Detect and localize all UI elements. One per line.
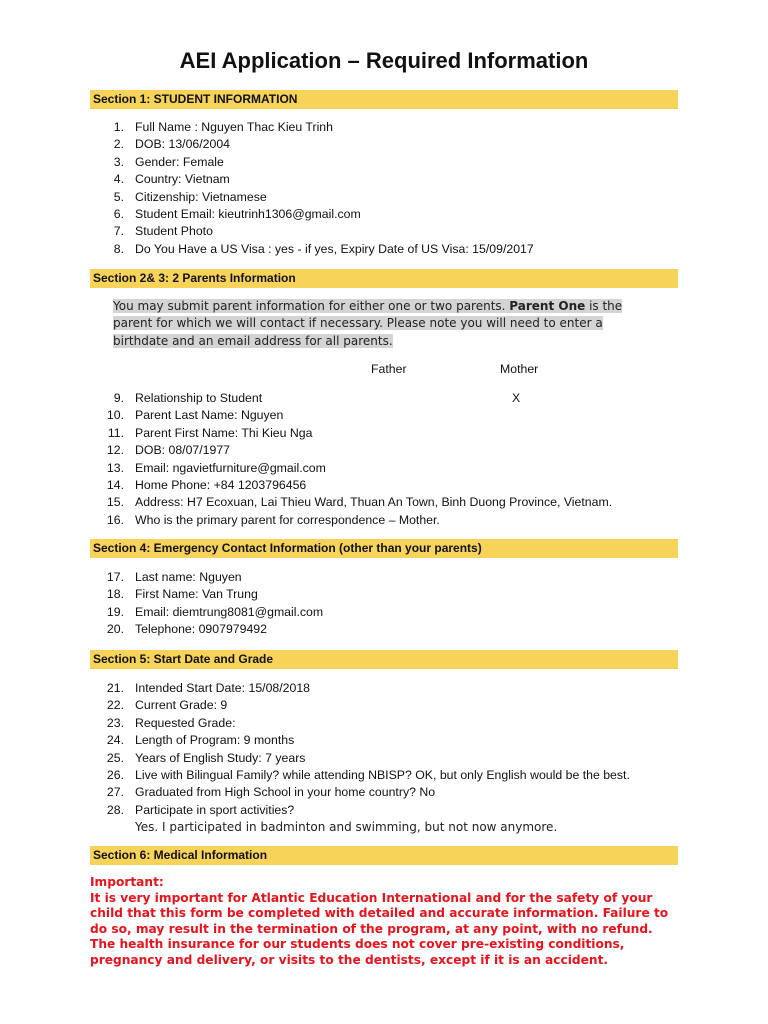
sport-answer: Yes. I participated in badminton and swimming, but not now anymore. [135,820,558,835]
list-item: 22. Current Grade: 9 [106,698,228,713]
list-item: 20. Telephone: 0907979492 [106,622,267,637]
list-item: 3. Gender: Female [113,154,224,169]
section-6-header: Section 6: Medical Information [90,846,678,865]
list-item: 18. First Name: Van Trung [106,587,258,602]
parents-intro-text: You may submit parent information for either one or two parents. Parent One is the parent for which we will contact if necessary. Please note you will need to enter a birthdate and an email address for all parents. [113,299,623,348]
parents-info-list [90,390,612,529]
list-item: 1. Full Name : Nguyen Thac Kieu Trinh [113,120,333,134]
list-item: 26. Live with Bilingual Family? while attending NBISP? OK, but only English would be the best. [106,768,630,783]
list-item: 7. Student Photo [113,224,213,239]
list-item: 24. Length of Program: 9 months [106,733,295,748]
list-item: 11. Parent First Name: Thi Kieu Nga [107,425,313,440]
section-2-3-header: Section 2& 3: 2 Parents Information [90,269,678,288]
list-item: 19. Email: diemtrung8081@gmail.com [106,604,324,619]
list-item: 14. Home Phone: +84 1203796456 [106,478,307,493]
section-1-header: Section 1: STUDENT INFORMATION [90,90,678,109]
important-body: It is very important for Atlantic Education International and for the safety of your child that this form be completed with detailed and accurate information. Failure to do so, may result in the termination of the program, at any point, with no refund. The health insurance for our students does not cover pre-existing conditions, pregnancy and delivery, or visits to the dentists, except if it is an accident. [90,890,669,967]
list-item: 27. Graduated from High School in your home country? No [106,785,436,800]
column-father: Father [371,362,407,376]
list-item: 23. Requested Grade: [106,715,236,730]
important-notice [90,875,680,969]
mother-selected-mark: X [512,391,521,405]
student-info-list [90,119,534,258]
list-item: 25. Years of English Study: 7 years [106,750,306,765]
section-5-header: Section 5: Start Date and Grade [90,650,678,669]
list-item: 12. DOB: 08/07/1977 [106,443,231,458]
list-item: 28. Participate in sport activities? [106,802,295,817]
list-item: 15. Address: H7 Ecoxuan, Lai Thieu Ward, Thuan An Town, Binh Duong Province, Vietnam. [106,495,613,510]
list-item: 13. Email: ngavietfurniture@gmail.com [106,460,326,475]
list-item: 6. Student Email: kieutrinh1306@gmail.com [113,207,361,222]
emergency-contact-list [90,569,323,639]
list-item [90,819,630,836]
start-grade-list [90,680,630,837]
section-4-header: Section 4: Emergency Contact Information (other than your parents) [90,539,678,558]
list-item: 2. DOB: 13/06/2004 [113,137,231,152]
page-title: AEI Application – Required Information [179,48,589,73]
list-item: 17. Last name: Nguyen [106,570,242,584]
list-item: 8. Do You Have a US Visa : yes - if yes, Expiry Date of US Visa: 15/09/2017 [113,241,534,256]
important-heading: Important: [90,875,164,889]
list-item: 10. Parent Last Name: Nguyen [106,408,284,423]
list-item: 9. Relationship to Student [113,391,263,405]
list-item: 4. Country: Vietnam [113,172,230,187]
list-item: 5. Citizenship: Vietnamese [113,189,267,204]
list-item: 21. Intended Start Date: 15/08/2018 [106,681,311,695]
list-item: 16. Who is the primary parent for correspondence – Mother. [106,512,440,527]
column-mother: Mother [500,362,539,376]
